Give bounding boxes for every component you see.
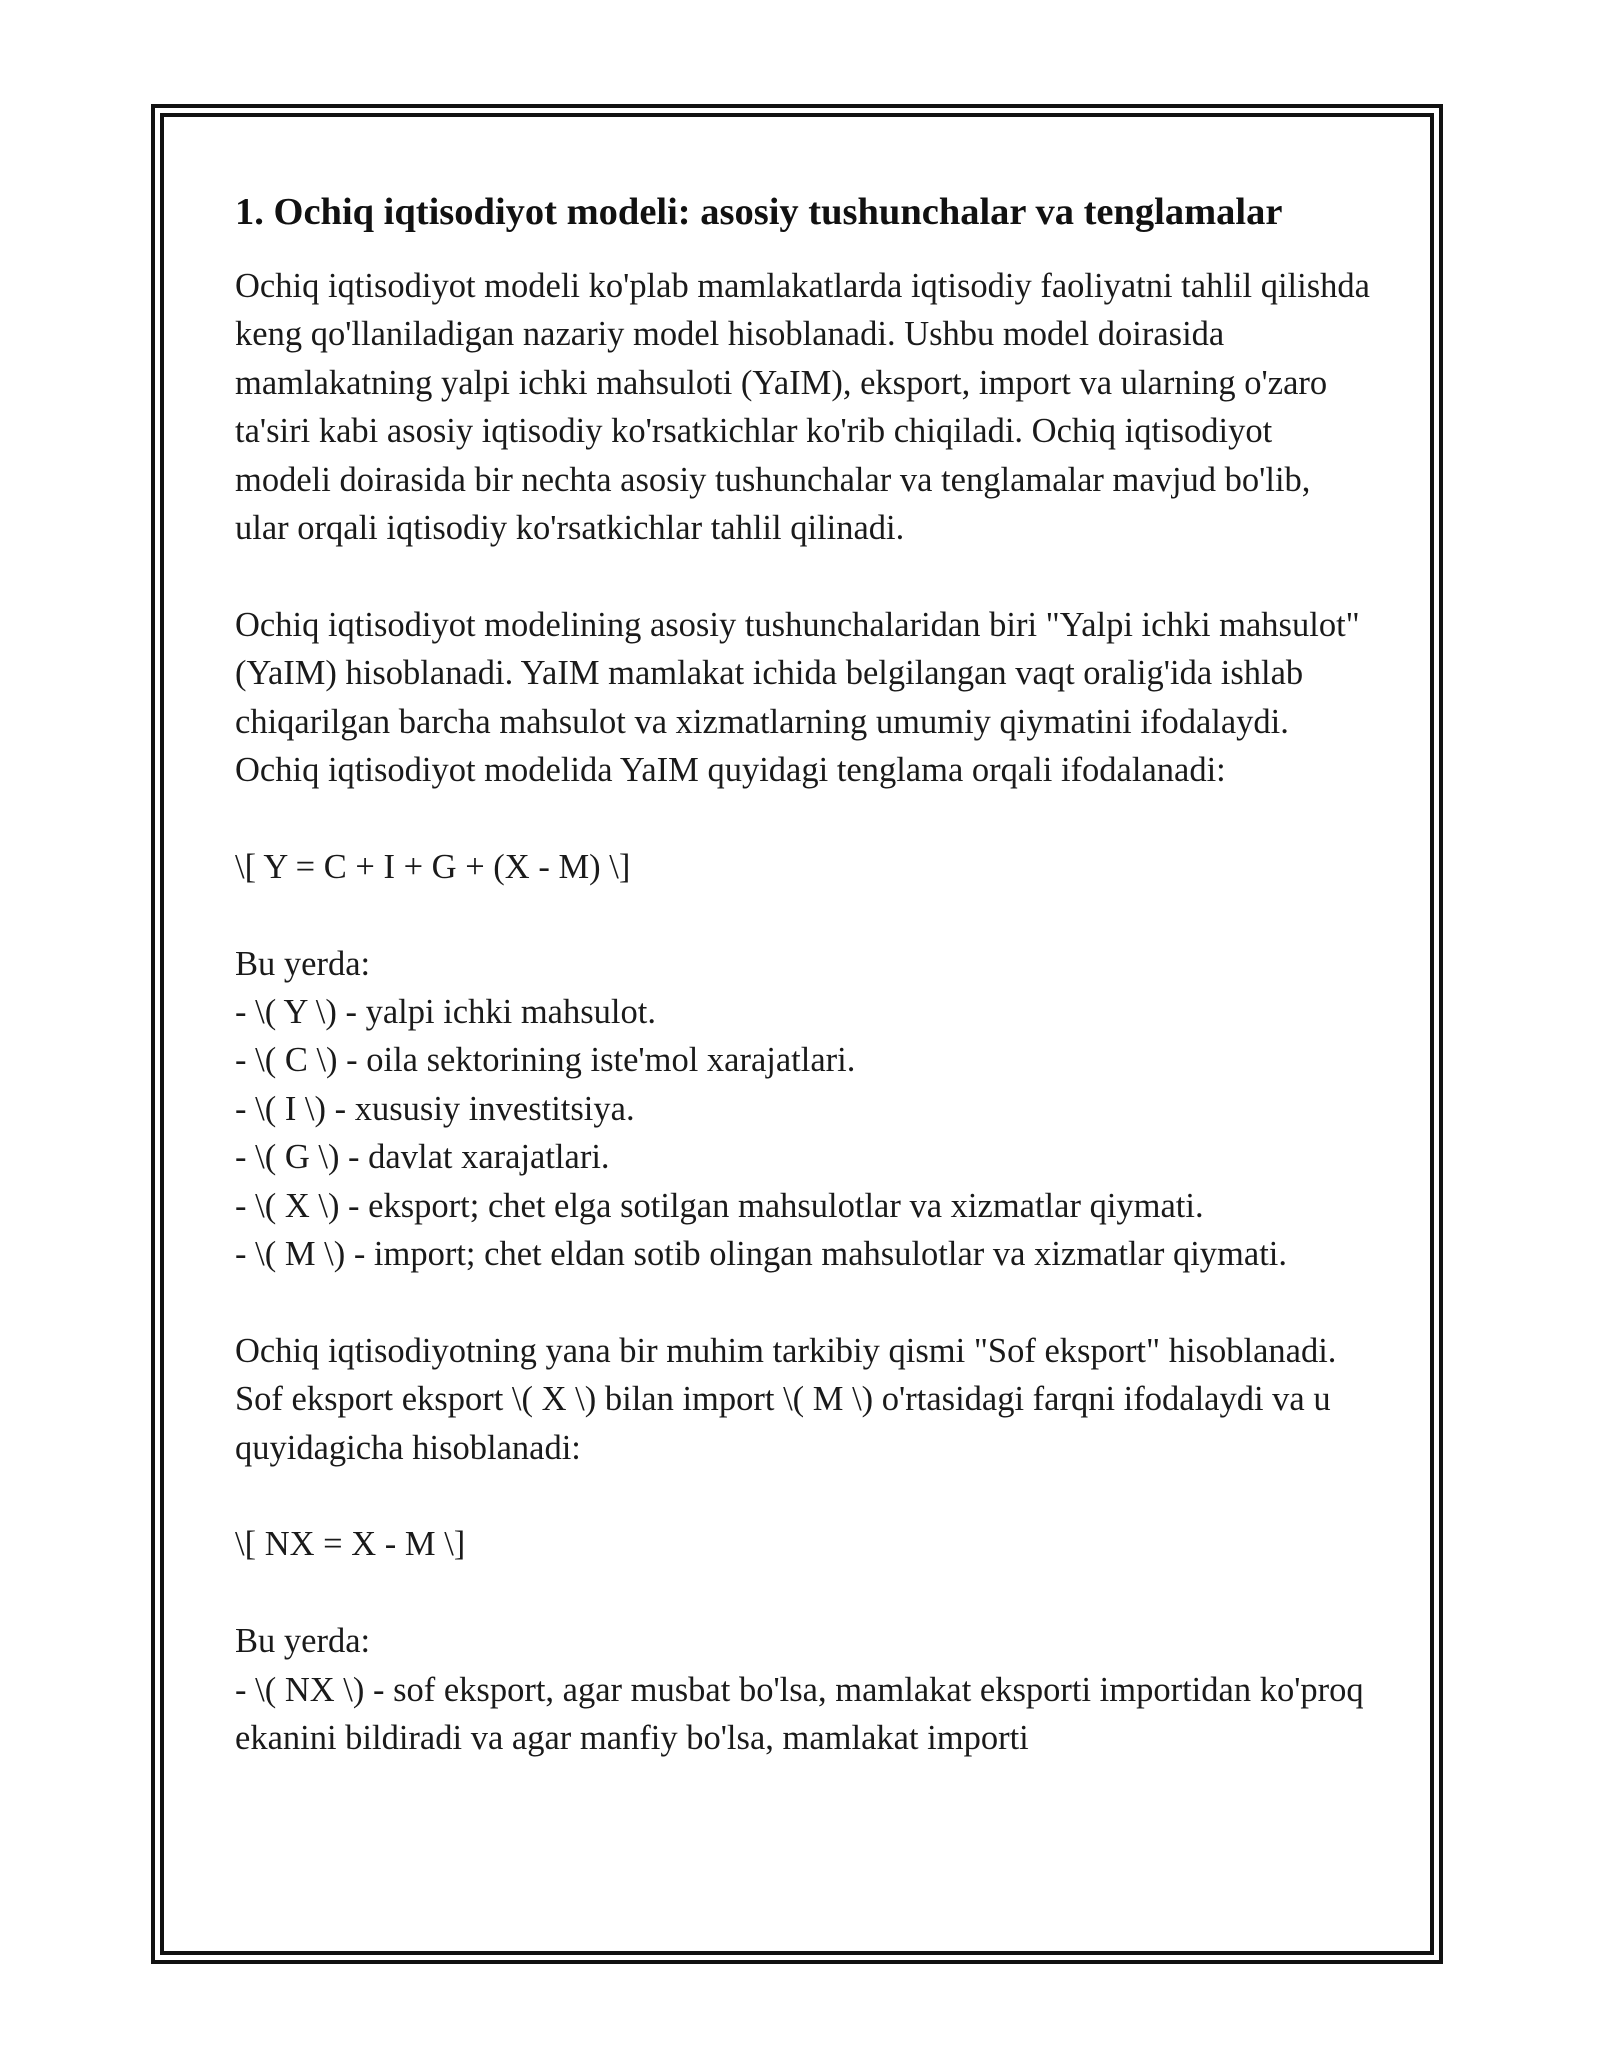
spacer — [235, 794, 1370, 842]
paragraph-gdp: Ochiq iqtisodiyot modelining asosiy tushunchalaridan biri "Yalpi ichki mahsulot" (YaIM) hisoblanadi. YaIM mamlakat ichida belgilangan vaqt oralig'ida ishlab chiqarilgan barcha mahsulot va xizmatlarning umumiy qiymatini ifodalaydi. Ochiq iqtisodiyot modelida YaIM quyidagi tenglama orqali ifodalanadi: — [235, 605, 1360, 790]
equation-gdp: \[ Y = C + I + G + (X - M) \] — [235, 847, 631, 886]
where-label: Bu yerda: — [235, 944, 371, 983]
equation-net-export: \[ NX = X - M \] — [235, 1525, 466, 1564]
spacer — [235, 552, 1370, 600]
document-body — [235, 185, 1370, 1763]
spacer — [235, 1278, 1370, 1326]
definition-item: - \( I \) - xususiy investitsiya. — [235, 1089, 635, 1128]
paragraph-net-export: Ochiq iqtisodiyotning yana bir muhim tarkibiy qismi "Sof eksport" hisoblanadi. Sof eksport eksport \( X \) bilan import \( M \) o'rtasidagi farqni ifodalaydi va u quyidagicha hisoblanadi: — [235, 1331, 1337, 1467]
definition-item: - \( C \) - oila sektorining iste'mol xarajatlari. — [235, 1041, 856, 1080]
paragraph-intro: Ochiq iqtisodiyot modeli ko'plab mamlakatlarda iqtisodiy faoliyatni tahlil qilishda keng qo'llaniladigan nazariy model hisoblanadi. Ushbu model doirasida mamlakatning yalpi ichki mahsuloti (YaIM), eksport, import va ularning o'zaro ta'siri kabi asosiy iqtisodiy ko'rsatkichlar ko'rib chiqiladi. Ochiq iqtisodiyot modeli doirasida bir nechta asosiy tushunchalar va tenglamalar mavjud bo'lib, ular orqali iqtisodiy ko'rsatkichlar tahlil qilinadi. — [235, 267, 1370, 548]
spacer — [235, 1569, 1370, 1617]
definition-item: - \( G \) - davlat xarajatlari. — [235, 1138, 610, 1177]
definition-item: - \( X \) - eksport; chet elga sotilgan mahsulotlar va xizmatlar qiymati. — [235, 1186, 1204, 1225]
definition-item: - \( NX \) - sof eksport, agar musbat bo'lsa, mamlakat eksporti importidan ko'proq ekanini bildiradi va agar manfiy bo'lsa, mamlakat importi — [235, 1670, 1364, 1758]
definition-item: - \( Y \) - yalpi ichki mahsulot. — [235, 993, 656, 1032]
spacer — [235, 891, 1370, 939]
section-heading: 1. Ochiq iqtisodiyot modeli: asosiy tushunchalar va tenglamalar — [235, 191, 1283, 233]
spacer — [235, 1472, 1370, 1520]
where-label: Bu yerda: — [235, 1622, 371, 1661]
definition-item: - \( M \) - import; chet eldan sotib olingan mahsulotlar va xizmatlar qiymati. — [235, 1235, 1287, 1274]
